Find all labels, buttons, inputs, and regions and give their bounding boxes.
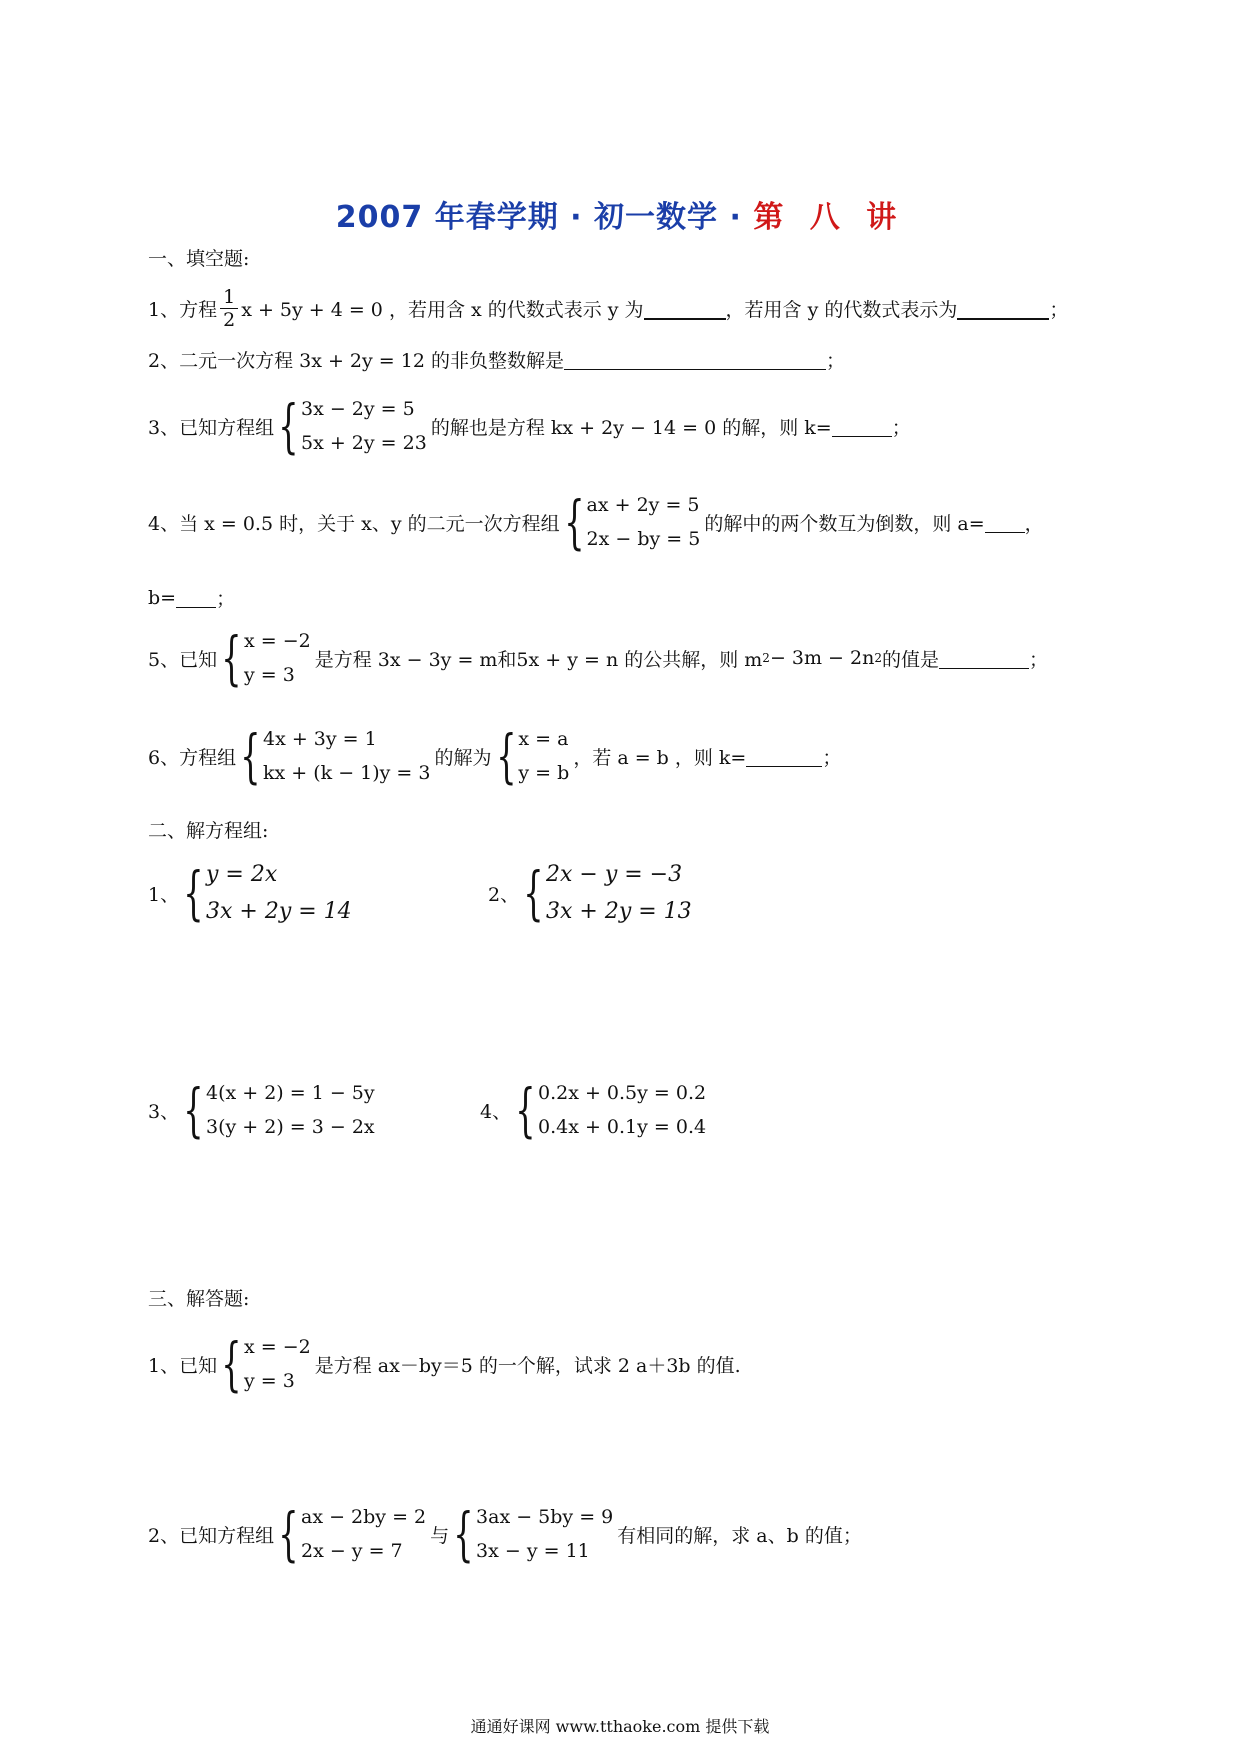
left-brace: { (523, 859, 544, 927)
equation-system (183, 856, 352, 930)
left-brace: { (278, 392, 299, 460)
q1-text-2: ，若用含 y 的代数式表示为 (725, 299, 958, 321)
solution-line-2: y = 3 (244, 1370, 295, 1392)
q3-end: ； (891, 416, 911, 439)
q1-answer-blank-2[interactable] (957, 298, 1049, 320)
left-brace: { (515, 1076, 536, 1144)
q5-answer-blank[interactable] (939, 648, 1029, 669)
exponent: 2 (762, 651, 770, 665)
solution-line-1: x = a (518, 728, 569, 750)
equation-system (240, 722, 430, 790)
title-lecture: 第 八 讲 (753, 200, 905, 235)
q1-text: x + 5y + 4 = 0 ，若用含 x 的代数式表示 y 为 (241, 299, 644, 321)
fraction-numerator: 1 (220, 286, 238, 309)
exponent: 2 (874, 651, 882, 665)
equation-system (278, 392, 427, 460)
q2-answer-blank[interactable] (564, 349, 826, 370)
left-brace: { (221, 624, 242, 692)
solve-problem-2 (488, 856, 696, 930)
left-brace: { (563, 488, 585, 556)
q4-answer-blank-b[interactable] (176, 587, 216, 608)
section-fill-in-heading: 一、填空题: (148, 248, 250, 270)
equation-line-2: 3x − y = 11 (476, 1540, 590, 1562)
problem-number: 3、 (148, 1100, 180, 1123)
q5-text: 是方程 3x − 3y = m和5x + y = n 的公共解，则 m (314, 648, 763, 671)
q6-answer-blank[interactable] (746, 746, 822, 767)
fill-question-3 (148, 392, 911, 460)
fill-question-4-continued (148, 584, 235, 611)
equation-line-1: 2x − y = −3 (546, 862, 683, 887)
q4-prefix: 4、当 x = 0.5 时，关于 x、y 的二元一次方程组 (148, 512, 560, 535)
equation-line-1: ax − 2by = 2 (301, 1506, 427, 1528)
equation-line-1: 4(x + 2) = 1 − 5y (206, 1082, 375, 1104)
q5-prefix: 5、已知 (148, 648, 218, 671)
q1-end: ； (1049, 299, 1069, 321)
a1-text: 是方程 ax－by＝5 的一个解，试求 2 a＋3b 的值. (314, 1354, 741, 1377)
q6-text: 的解为 (434, 746, 492, 769)
q2-text: 2、二元一次方程 3x + 2y = 12 的非负整数解是 (148, 350, 564, 372)
solve-problem-4 (480, 1076, 710, 1144)
q3-answer-blank[interactable] (832, 416, 892, 437)
equation-line-1: 4x + 3y = 1 (263, 728, 377, 750)
solve-problem-1 (148, 856, 356, 930)
solution-line-2: y = 3 (244, 664, 295, 686)
fill-question-2 (148, 346, 845, 373)
solution-pair (221, 624, 311, 692)
equation-line-1: ax + 2y = 5 (586, 494, 700, 516)
left-brace: { (221, 1330, 242, 1398)
equation-line-2: 5x + 2y = 23 (301, 432, 427, 454)
q4-comma: ， (1024, 512, 1044, 535)
a2-conjunction: 与 (430, 1524, 450, 1547)
solution-line-1: x = −2 (244, 630, 311, 652)
q4-end: ； (216, 588, 236, 610)
q4-b-label: b= (148, 586, 177, 609)
problem-number: 4、 (480, 1100, 512, 1123)
a2-text: 有相同的解，求 a、b 的值； (617, 1524, 862, 1547)
a2-prefix: 2、已知方程组 (148, 1524, 275, 1547)
equation-line-2: 3(y + 2) = 3 − 2x (206, 1116, 375, 1138)
page-title (0, 192, 1240, 236)
solution-line-1: x = −2 (244, 1336, 311, 1358)
fraction-denominator: 2 (223, 309, 236, 331)
solution-pair (496, 722, 570, 790)
solution-line-2: y = b (518, 762, 570, 784)
q5-end: ； (1028, 648, 1048, 671)
q2-end: ； (825, 350, 845, 372)
fill-question-4 (148, 488, 1044, 556)
q4-text: 的解中的两个数互为倒数，则 a= (704, 512, 985, 535)
equation-line-1: y = 2x (206, 862, 278, 887)
left-brace: { (495, 722, 517, 790)
footer-credit: 通通好课网 www.tthaoke.com 提供下载 (470, 1717, 770, 1736)
equation-system (515, 1076, 706, 1144)
fill-question-5 (148, 624, 1048, 692)
q3-prefix: 3、已知方程组 (148, 416, 275, 439)
problem-number: 1、 (148, 883, 180, 906)
answer-problem-2 (148, 1500, 862, 1568)
equation-line-2: 2x − y = 7 (301, 1540, 403, 1562)
equation-line-1: 0.2x + 0.5y = 0.2 (538, 1082, 707, 1104)
q4-answer-blank-a[interactable] (985, 512, 1025, 533)
left-brace: { (183, 859, 204, 927)
left-brace: { (453, 1500, 474, 1568)
equation-system (183, 1076, 375, 1144)
equation-line-2: 0.4x + 0.1y = 0.4 (538, 1116, 707, 1138)
equation-system (564, 488, 701, 556)
q6-prefix: 6、方程组 (148, 746, 237, 769)
equation-system (453, 1500, 613, 1568)
one-half-fraction (220, 286, 238, 331)
fill-question-6 (148, 722, 841, 790)
equation-line-1: 3x − 2y = 5 (301, 398, 415, 420)
q1-prefix: 1、方程 (148, 299, 218, 321)
answer-problem-1 (148, 1330, 741, 1398)
equation-line-2: 3x + 2y = 14 (206, 899, 352, 924)
equation-line-2: 2x − by = 5 (586, 528, 701, 550)
left-brace: { (278, 1500, 299, 1568)
equation-line-1: 3ax − 5by = 9 (476, 1506, 614, 1528)
q1-answer-blank-1[interactable] (644, 298, 726, 320)
q6-end: ； (822, 746, 842, 769)
q3-text: 的解也是方程 kx + 2y − 14 = 0 的解，则 k= (430, 416, 832, 439)
equation-system (278, 1500, 426, 1568)
section-answer-heading: 三、解答题: (148, 1288, 250, 1310)
fill-question-1 (148, 286, 1068, 331)
left-brace: { (240, 722, 261, 790)
q5-text-3: 的值是 (881, 648, 939, 671)
title-main: 2007 年春学期 · 初一数学 · (335, 200, 754, 235)
solve-problem-3 (148, 1076, 379, 1144)
equation-line-2: 3x + 2y = 13 (546, 899, 692, 924)
q6-text-2: ，若 a = b ，则 k= (573, 746, 747, 769)
q5-text-2: − 3m − 2n (769, 647, 875, 669)
a1-prefix: 1、已知 (148, 1354, 218, 1377)
problem-number: 2、 (488, 883, 520, 906)
section-solve-heading: 二、解方程组: (148, 820, 269, 842)
equation-system (523, 856, 692, 930)
solution-pair (221, 1330, 311, 1398)
equation-line-2: kx + (k − 1)y = 3 (263, 762, 431, 784)
left-brace: { (183, 1076, 204, 1144)
